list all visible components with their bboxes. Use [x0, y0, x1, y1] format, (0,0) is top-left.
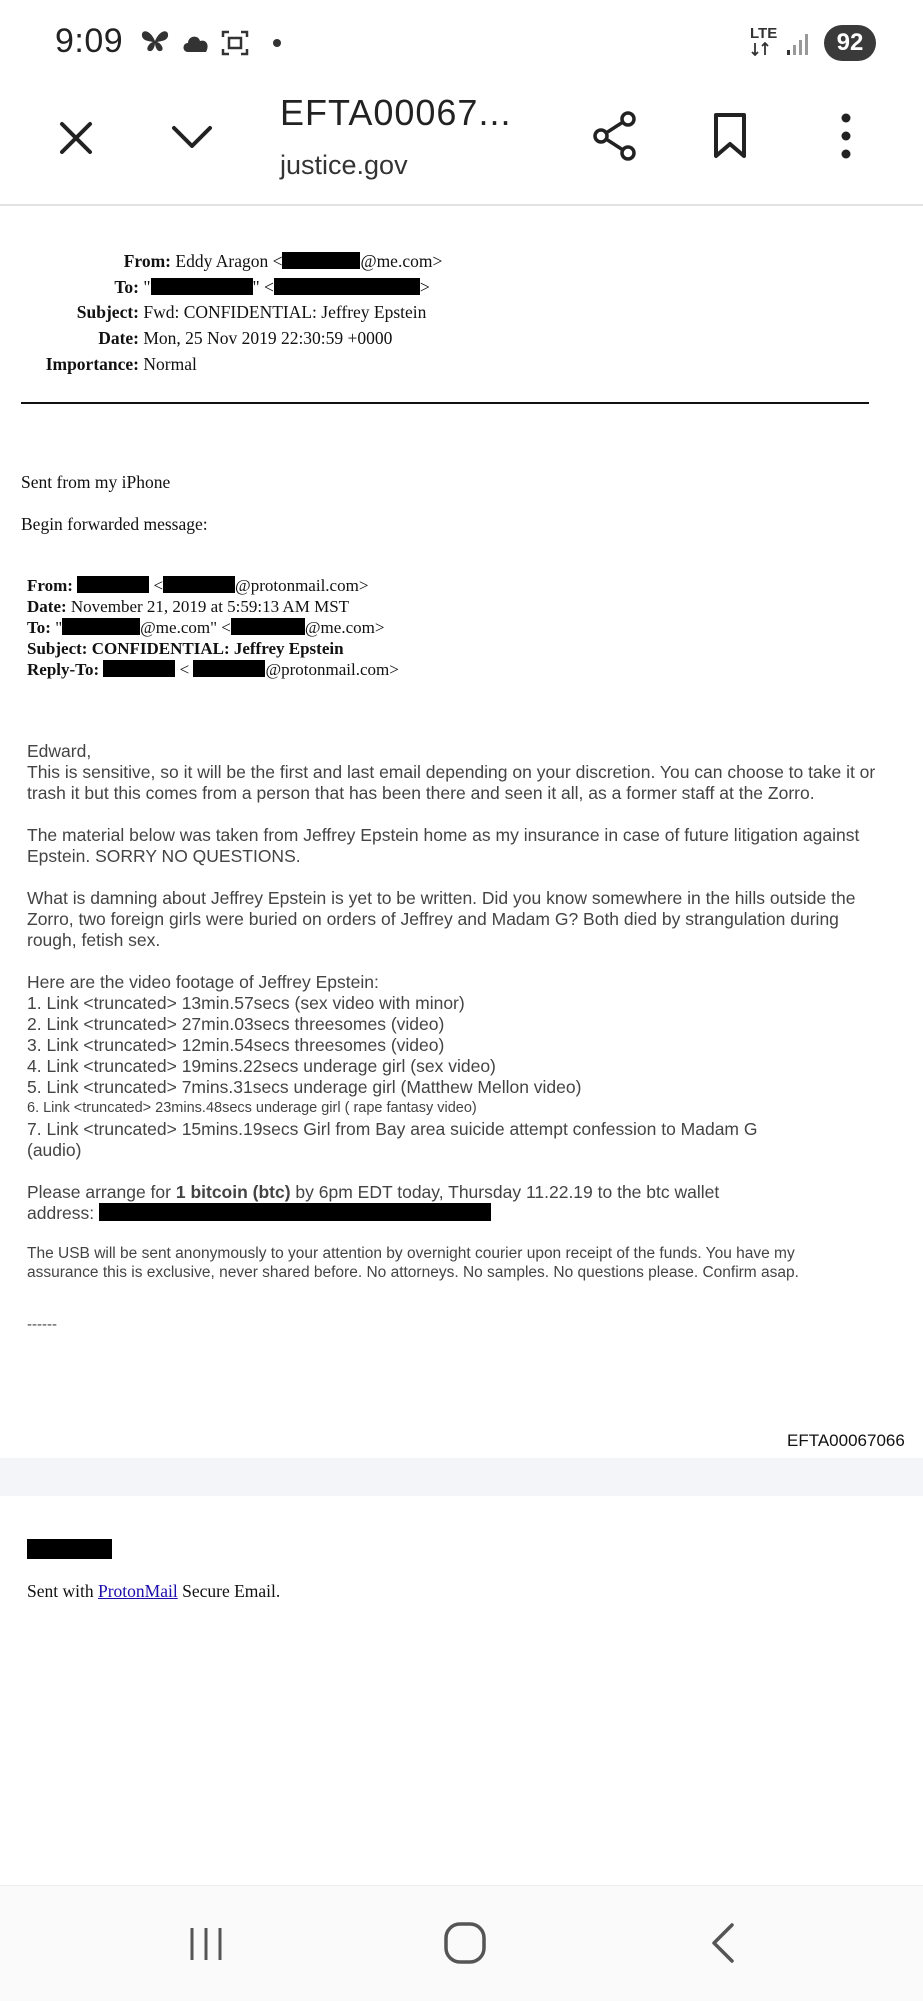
bookmark-icon[interactable]	[712, 112, 748, 160]
fwd-date-value: November 21, 2019 at 5:59:13 AM MST	[70, 597, 350, 616]
chevron-down-icon[interactable]	[170, 122, 214, 152]
redaction-box	[103, 660, 175, 677]
fwd-reply-lt: <	[179, 660, 190, 679]
fwd-reply-label: Reply-To:	[27, 660, 100, 679]
status-time: 9:09	[55, 22, 124, 60]
link-item-4: 4. Link <truncated> 19mins.22secs underage girl (sex video)	[27, 1056, 496, 1076]
fwd-to-label: To:	[27, 618, 51, 637]
redaction-box	[231, 618, 305, 635]
lte-label: LTE	[750, 25, 778, 42]
redaction-box	[77, 576, 149, 593]
link-item-1: 1. Link <truncated> 13min.57secs (sex video with minor)	[27, 993, 465, 1013]
fwd-from-lt: <	[153, 576, 164, 595]
data-arrows-icon	[750, 42, 772, 56]
redaction-box	[282, 252, 360, 269]
redaction-box	[27, 1539, 112, 1559]
paragraph-1: This is sensitive, so it will be the first and last email depending on your discretion. You can choose to take it or trash it but this comes from a person that has been there and seen it all, as a former staff at the Zorro.	[27, 762, 876, 803]
fwd-subject-label: Subject:	[27, 639, 88, 658]
link-item-5: 5. Link <truncated> 7mins.31secs underage girl (Matthew Mellon video)	[27, 1077, 582, 1097]
butterfly-icon	[140, 27, 170, 55]
fwd-from-domain: @protonmail.com>	[235, 576, 369, 595]
status-bar	[0, 0, 923, 88]
redaction-box	[163, 576, 235, 593]
redaction-box	[62, 618, 140, 635]
protonmail-link[interactable]: ProtonMail	[97, 1581, 178, 1601]
page-id: EFTA00067066	[787, 1431, 905, 1450]
sent-from-line: Sent from my iPhone	[21, 472, 171, 492]
fwd-date-label: Date:	[27, 597, 67, 616]
secure-email-text: Secure Email.	[177, 1581, 281, 1601]
sent-with-text: Sent with	[27, 1581, 98, 1601]
page-gap	[0, 1458, 923, 1496]
to-gt: >	[419, 277, 430, 297]
more-vert-icon[interactable]	[836, 112, 856, 160]
screenshot-icon	[220, 28, 250, 58]
document-title[interactable]: EFTA00067...	[280, 92, 512, 133]
link-item-6: 6. Link <truncated> 23mins.48secs underage girl ( rape fantasy video)	[27, 1100, 477, 1116]
redaction-box	[151, 278, 253, 295]
fwd-from-label: From:	[27, 576, 73, 595]
greeting: Edward,	[27, 741, 92, 761]
fwd-reply-domain: @protonmail.com>	[265, 660, 399, 679]
importance-value: Normal	[143, 354, 197, 374]
usb-line-2: assurance this is exclusive, never shared before. No attorneys. No samples. No questions please. Confirm asap.	[27, 1264, 799, 1281]
redaction-box	[193, 660, 265, 677]
fwd-subject-value: CONFIDENTIAL: Jeffrey Epstein	[91, 639, 344, 658]
list-intro: Here are the video footage of Jeffrey Epstein:	[27, 972, 379, 992]
to-quote: "	[143, 277, 151, 297]
link-item-2: 2. Link <truncated> 27min.03secs threesomes (video)	[27, 1014, 445, 1034]
message-body	[27, 741, 887, 1335]
subject-value: Fwd: CONFIDENTIAL: Jeffrey Epstein	[143, 302, 427, 322]
home-icon[interactable]	[442, 1920, 488, 1966]
fwd-to-quote: "	[55, 618, 63, 637]
signature-line	[27, 1581, 280, 1602]
recents-icon[interactable]	[186, 1924, 226, 1964]
link-item-3: 3. Link <truncated> 12min.54secs threesomes (video)	[27, 1035, 445, 1055]
fwd-to-mid: @me.com" <	[140, 618, 231, 637]
back-icon[interactable]	[706, 1920, 740, 1966]
header-rule	[21, 402, 869, 404]
dashes: ------	[27, 1316, 57, 1333]
arrange-bold: 1 bitcoin (btc)	[175, 1182, 291, 1202]
redaction-box	[274, 278, 420, 295]
begin-forwarded-line: Begin forwarded message:	[21, 514, 208, 534]
subject-label: Subject:	[76, 302, 139, 322]
from-domain: @me.com>	[360, 251, 443, 271]
close-icon[interactable]	[56, 118, 96, 158]
battery-indicator: 92	[824, 25, 876, 61]
arrange-post: by 6pm EDT today, Thursday 11.22.19 to the btc wallet	[290, 1182, 720, 1202]
to-label: To:	[114, 277, 139, 297]
to-quote-lt: " <	[252, 277, 274, 297]
link-item-7: 7. Link <truncated> 15mins.19secs Girl from Bay area suicide attempt confession to Madam G	[27, 1119, 758, 1139]
notification-dot-icon	[273, 39, 281, 47]
date-label: Date:	[98, 328, 139, 348]
link-item-7-cont: (audio)	[27, 1140, 82, 1160]
redaction-box	[99, 1203, 491, 1221]
date-value: Mon, 25 Nov 2019 22:30:59 +0000	[143, 328, 393, 348]
cloud-icon	[180, 32, 212, 54]
signal-icon	[786, 32, 814, 56]
document-domain: justice.gov	[280, 150, 408, 180]
paragraph-2: The material below was taken from Jeffrey Epstein home as my insurance in case of future litigation against Epstein. SORRY NO QUESTIONS.	[27, 825, 860, 866]
arrange-pre: Please arrange for	[27, 1182, 176, 1202]
fwd-to-end: @me.com>	[304, 618, 385, 637]
share-icon[interactable]	[592, 110, 638, 162]
usb-line-1: The USB will be sent anonymously to your attention by overnight courier upon receipt of the funds. You have my	[27, 1245, 795, 1262]
system-nav-bar	[0, 1885, 923, 2001]
toolbar-divider	[0, 204, 923, 206]
paragraph-3: What is damning about Jeffrey Epstein is yet to be written. Did you know somewhere in the hills outside the Zorro, two foreign girls were buried on orders of Jeffrey and Madam G? Both died by strangulation during rough, fetish sex.	[27, 888, 856, 950]
from-label: From:	[123, 251, 171, 271]
from-name: Eddy Aragon <	[175, 251, 283, 271]
importance-label: Importance:	[45, 354, 139, 374]
address-label: address:	[27, 1203, 95, 1223]
